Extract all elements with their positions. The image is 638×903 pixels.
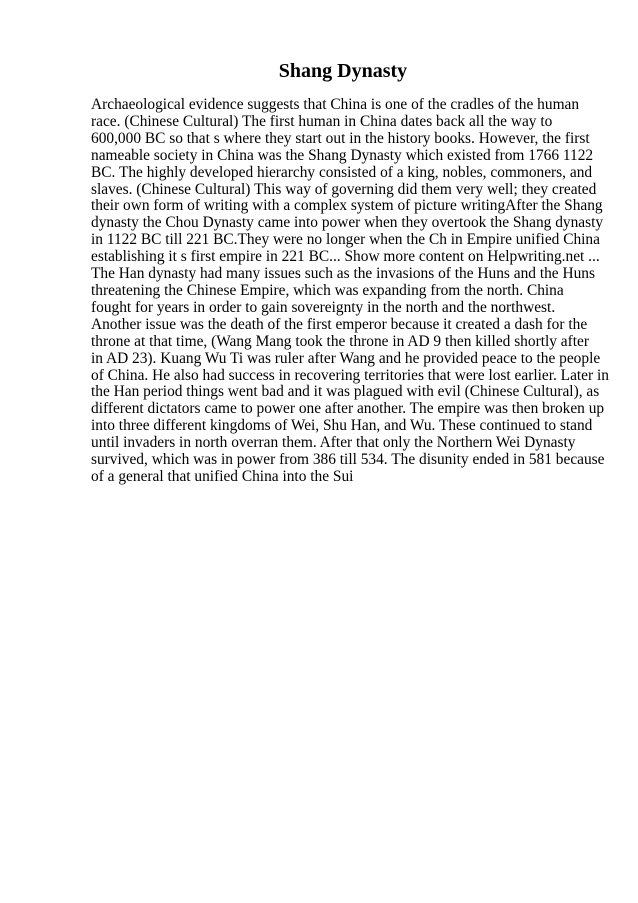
paragraph-line: Archaeological evidence suggests that China is one of the cradles of the human	[91, 96, 580, 113]
document-body	[91, 97, 609, 486]
paragraph-line: threatening the Chinese Empire, which was expanding from the north. China	[91, 281, 564, 299]
paragraph-line: fought for years in order to gain sovereignty in the north and the northwest.	[91, 298, 556, 316]
paragraph-line: until invaders in north overran them. After that only the Northern Wei Dynasty	[91, 434, 576, 452]
paragraph-line: in 1122 BC till 221 BC.They were no longer when the Ch in Empire unified China	[91, 231, 600, 249]
paragraph-line: dynasty the Chou Dynasty came into power when they overtook the Shang dynasty	[91, 214, 604, 232]
paragraph-line: into three different kingdoms of Wei, Shu Han, and Wu. These continued to stand	[91, 417, 593, 435]
paragraph-line: Another issue was the death of the first emperor because it created a dash for the	[91, 315, 588, 333]
paragraph-line: of China. He also had success in recovering territories that were lost earlier. Later in	[91, 366, 609, 384]
paragraph-line: race. (Chinese Cultural) The first human in China dates back all the way to	[91, 112, 553, 130]
paragraph-line: different dictators came to power one after another. The empire was then broken up	[91, 400, 605, 418]
paragraph-line: slaves. (Chinese Cultural) This way of governing did them very well; they created	[91, 180, 597, 198]
paragraph-line: survived, which was in power from 386 till 534. The disunity ended in 581 because	[91, 451, 605, 469]
paragraph-line: throne at that time, (Wang Mang took the throne in AD 9 then killed shortly after	[91, 332, 589, 350]
paragraph-line: The Han dynasty had many issues such as the invasions of the Huns and the Huns	[91, 265, 595, 283]
paragraph-line: in AD 23). Kuang Wu Ti was ruler after Wang and he provided peace to the people	[91, 349, 601, 367]
paragraph-line: nameable society in China was the Shang Dynasty which existed from 1766 1122	[91, 146, 594, 164]
paragraph-line: establishing it s first empire in 221 BC... Show more content on Helpwriting.net ...	[91, 248, 600, 266]
paragraph-line: the Han period things went bad and it was plagued with evil (Chinese Cultural), as	[91, 383, 600, 401]
document-title: Shang Dynasty	[278, 60, 408, 82]
paragraph-line: of a general that unified China into the Sui	[91, 467, 354, 485]
paragraph-line: their own form of writing with a complex system of picture writingAfter the Shang	[91, 197, 603, 215]
paragraph-line: BC. The highly developed hierarchy consisted of a king, nobles, commoners, and	[91, 163, 593, 181]
paragraph-line: 600,000 BC so that s where they start out in the history books. However, the first	[91, 129, 590, 147]
